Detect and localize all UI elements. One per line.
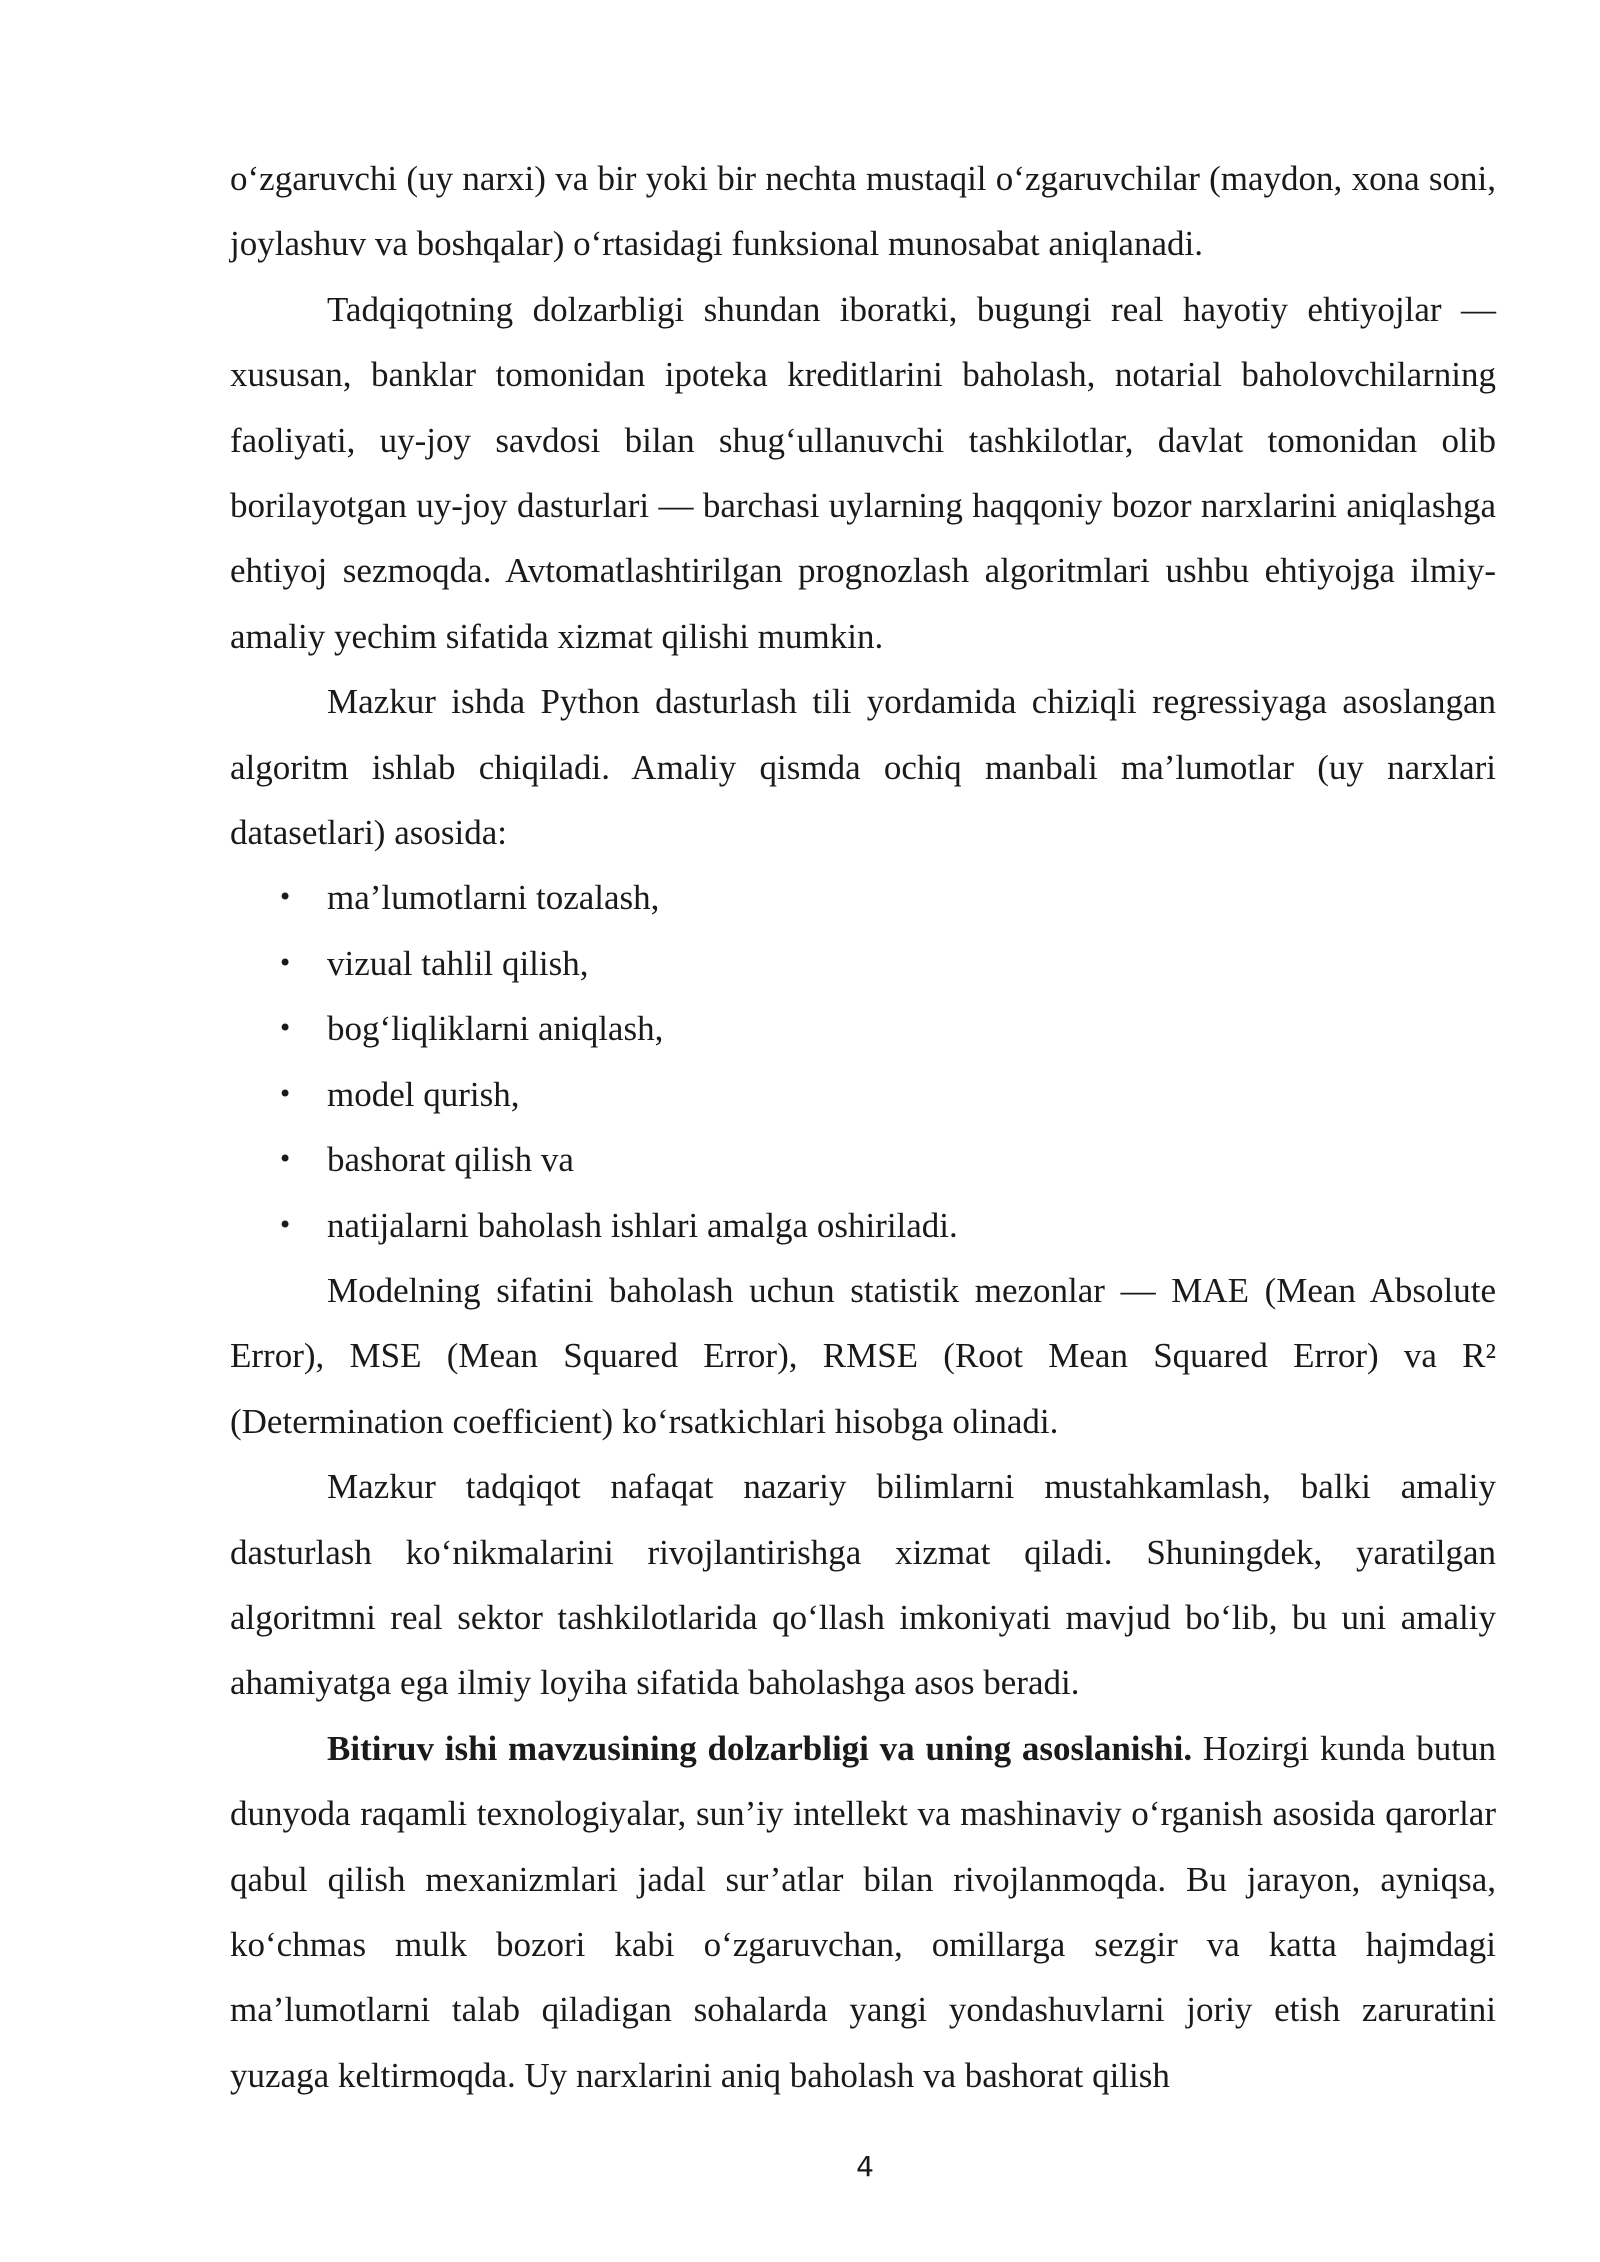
bullet-icon: • (278, 1210, 293, 1239)
section-heading: Bitiruv ishi mavzusining dolzarbligi va uning asoslanishi. (327, 1728, 1193, 1768)
paragraph-topic-relevance (230, 1716, 1496, 2108)
bullet-icon: • (278, 1014, 293, 1043)
list-item-text: bashorat qilish va (327, 1140, 574, 1180)
bullet-icon: • (278, 948, 293, 977)
list-item-text: bog‘liqliklarni aniqlash, (327, 1009, 664, 1049)
paragraph-metrics: Modelning sifatini baholash uchun statistik mezonlar — MAE (Mean Absolute Error), MSE (Mean Squared Error), RMSE (Root Mean Squared Error) va R² (Determination coefficient) ko‘rsatkichlari hisobga olinadi. (230, 1270, 1496, 1441)
list-item-text: model qurish, (327, 1074, 520, 1114)
list-item (230, 931, 1496, 996)
list-item (230, 1193, 1496, 1258)
paragraph-continuation: o‘zgaruvchi (uy narxi) va bir yoki bir nechta mustaqil o‘zgaruvchilar (maydon, xona soni, joylashuv va boshqalar) o‘rtasidagi funksional munosabat aniqlanadi. (230, 159, 1496, 264)
list-item-text: natijalarni baholash ishlari amalga oshiriladi. (327, 1205, 958, 1245)
page-number: 4 (856, 2150, 874, 2183)
document-page (230, 146, 1496, 2108)
list-item (230, 1062, 1496, 1127)
list-item-text: ma’lumotlarni tozalash, (327, 878, 660, 918)
list-item (230, 1127, 1496, 1192)
list-item (230, 996, 1496, 1061)
paragraph-relevance: Tadqiqotning dolzarbligi shundan iboratki, bugungi real hayotiy ehtiyojlar — xususan, banklar tomonidan ipoteka kreditlarini baholash, notarial baholovchilarning faoliyati, uy-joy savdosi bilan shug‘ullanuvchi tashkilotlar, davlat tomonidan olib borilayotgan uy-joy dasturlari — barchasi uylarning haqqoniy bozor narxlarini aniqlashga ehtiyoj sezmoqda. Avtomatlashtirilgan prognozlash algoritmlari ushbu ehtiyojga ilmiy-amaliy yechim sifatida xizmat qilishi mumkin. (230, 289, 1496, 656)
task-list (230, 865, 1496, 1257)
paragraph-method: Mazkur ishda Python dasturlash tili yordamida chiziqli regressiyaga asoslangan algoritm ishlab chiqiladi. Amaliy qismda ochiq manbali ma’lumotlar (uy narxlari datasetlari) asosida: (230, 682, 1496, 853)
bullet-icon: • (278, 883, 293, 912)
list-item-text: vizual tahlil qilish, (327, 943, 589, 983)
paragraph-significance: Mazkur tadqiqot nafaqat nazariy bilimlarni mustahkamlash, balki amaliy dasturlash ko‘nikmalarini rivojlantirishga xizmat qiladi. Shuningdek, yaratilgan algoritmni real sektor tashkilotlarida qo‘llash imkoniyati mavjud bo‘lib, bu uni amaliy ahamiyatga ega ilmiy loyiha sifatida baholashga asos beradi. (230, 1467, 1496, 1703)
list-item (230, 865, 1496, 930)
section-body: Hozirgi kunda butun dunyoda raqamli texnologiyalar, sun’iy intellekt va mashinaviy o‘rganish asosida qarorlar qabul qilish mexanizmlari jadal sur’atlar bilan rivojlanmoqda. Bu jarayon, ayniqsa, ko‘chmas mulk bozori kabi o‘zgaruvchan, omillarga sezgir va katta hajmdagi ma’lumotlarni talab qiladigan sohalarda yangi yondashuvlarni joriy etish zaruratini yuzaga keltirmoqda. Uy narxlarini aniq baholash va bashorat qilish (230, 1728, 1496, 2095)
bullet-icon: • (278, 1079, 293, 1108)
bullet-icon: • (278, 1145, 293, 1174)
